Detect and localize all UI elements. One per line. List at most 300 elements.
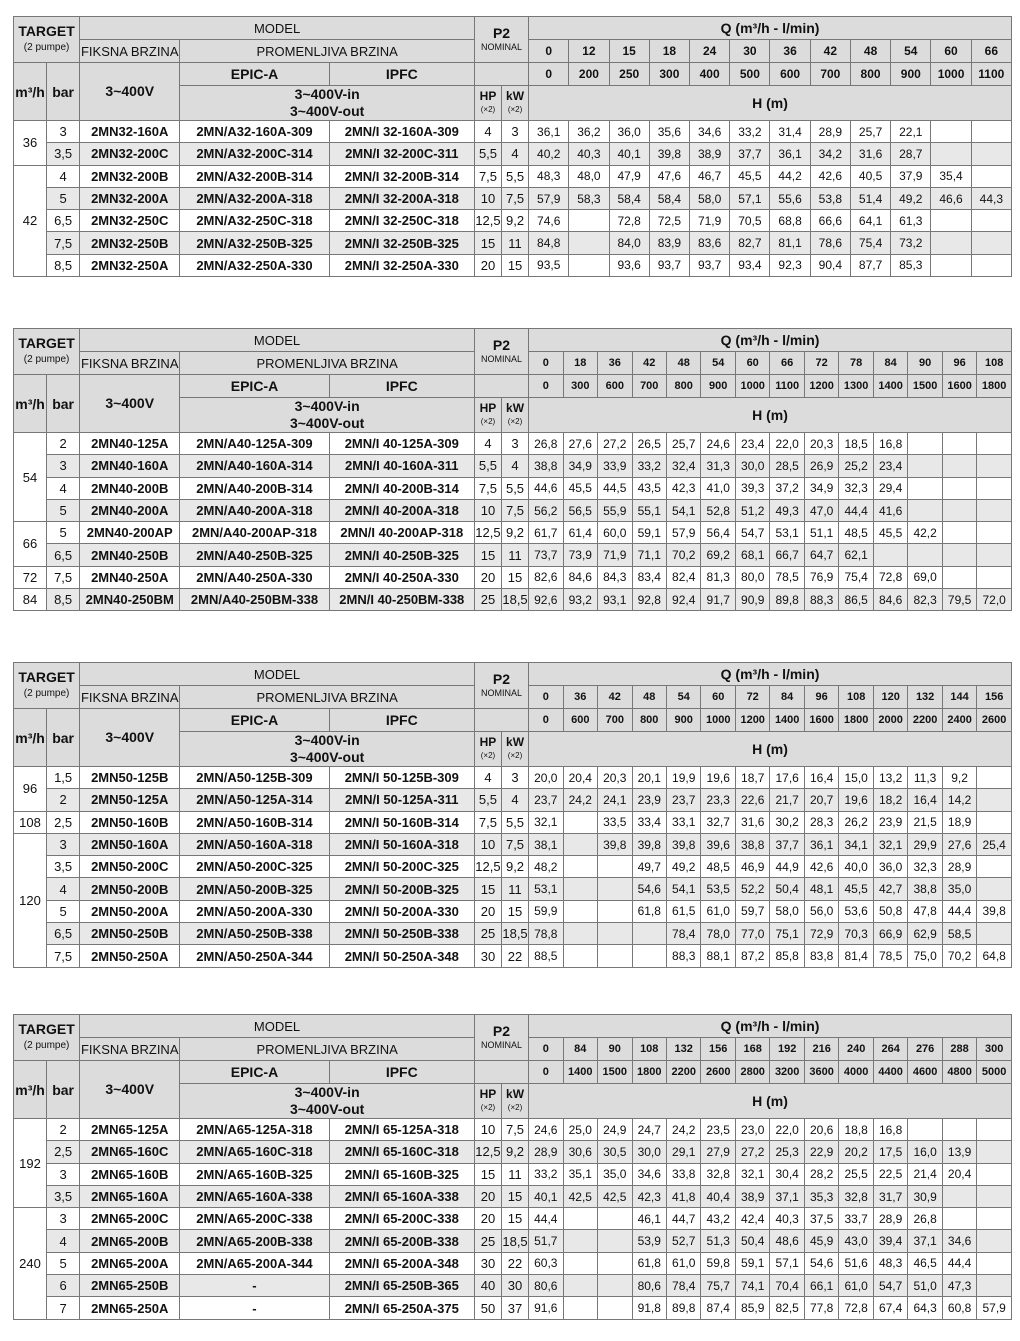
flow-m3h-cell: 156	[701, 1038, 735, 1061]
head-value-cell: 28,5	[770, 455, 804, 477]
head-value-cell: 93,5	[529, 254, 569, 276]
bar-header: bar	[47, 1061, 80, 1119]
flow-lmin-cell: 1100	[971, 63, 1011, 86]
head-value-cell: 23,7	[529, 789, 563, 811]
head-value-cell: 80,6	[529, 1275, 563, 1297]
head-value-cell: 93,7	[649, 254, 689, 276]
bar-header: bar	[47, 375, 80, 433]
flow-m3h-cell: 78	[839, 352, 873, 375]
flow-unit-header: m³/h	[14, 63, 47, 121]
fixed-model-cell: 2MN50-200B	[80, 878, 180, 900]
hp-cell: 30	[474, 945, 501, 967]
head-value-cell: 45,5	[839, 878, 873, 900]
voltage-out-label: 3~400V-out	[289, 415, 365, 431]
head-value-cell: 24,1	[598, 789, 632, 811]
head-value-cell	[942, 566, 976, 588]
head-value-cell	[931, 121, 971, 143]
head-value-cell: 52,8	[701, 499, 735, 521]
head-value-cell: 43,2	[701, 1208, 735, 1230]
hp-cell: 4	[474, 767, 501, 789]
ipfc-model-cell: 2MN/I 32-250B-325	[329, 232, 474, 254]
head-value-cell	[942, 433, 976, 455]
head-value-cell: 44,2	[770, 165, 810, 187]
head-value-cell: 20,3	[598, 767, 632, 789]
bar-cell: 6,5	[47, 544, 80, 566]
head-value-cell	[942, 1208, 976, 1230]
table-row	[14, 1163, 1012, 1185]
flow-m3h-cell: 18	[563, 352, 597, 375]
head-value-cell: 61,8	[632, 900, 666, 922]
head-value-cell: 64,8	[977, 945, 1012, 967]
epic-model-cell: 2MN/A32-200C-314	[180, 143, 329, 165]
flow-m3h-cell: 216	[804, 1038, 838, 1061]
head-header: H (m)	[529, 1084, 1012, 1119]
epic-header: EPIC-A	[180, 375, 329, 398]
fixed-model-cell: 2MN40-200AP	[80, 522, 180, 544]
head-value-cell: 55,6	[770, 187, 810, 209]
flow-header: Q (m³/h - l/min)	[529, 17, 1012, 40]
head-value-cell	[598, 1275, 632, 1297]
bar-cell: 3,5	[47, 1185, 80, 1207]
head-value-cell: 36,0	[609, 121, 649, 143]
bar-cell: 2	[47, 1119, 80, 1141]
hp-cell: 10	[474, 499, 501, 521]
head-value-cell: 26,9	[804, 455, 838, 477]
head-value-cell: 40,0	[839, 856, 873, 878]
head-value-cell: 83,4	[632, 566, 666, 588]
kw-cell: 11	[501, 544, 528, 566]
target-header	[14, 329, 80, 375]
hp-cell: 5,5	[474, 143, 501, 165]
head-value-cell: 61,5	[666, 900, 700, 922]
flow-lmin-cell: 0	[529, 63, 569, 86]
flow-lmin-cell: 1800	[632, 1061, 666, 1084]
flow-lmin-cell: 4000	[839, 1061, 873, 1084]
head-value-cell: 59,9	[529, 900, 563, 922]
kw-cell: 15	[501, 1208, 528, 1230]
hp-cell: 4	[474, 121, 501, 143]
hp-label: HP	[479, 1087, 497, 1101]
epic-model-cell: 2MN/A32-250A-330	[180, 254, 329, 276]
head-value-cell	[977, 499, 1012, 521]
kw-header	[501, 398, 528, 433]
hp-cell: 12,5	[474, 1141, 501, 1163]
flow-lmin-cell: 2200	[908, 709, 942, 732]
epic-model-cell: 2MN/A65-200A-344	[180, 1252, 329, 1274]
voltage-inout-header	[180, 732, 475, 767]
flow-m3h-cell: 192	[770, 1038, 804, 1061]
kw-cell: 3	[502, 121, 529, 143]
head-value-cell: 16,4	[804, 767, 838, 789]
head-value-cell: 68,8	[770, 210, 810, 232]
head-value-cell: 35,0	[942, 878, 976, 900]
target-flow-cell: 192	[14, 1119, 47, 1208]
table-row	[14, 499, 1012, 521]
flow-lmin-cell: 600	[563, 709, 597, 732]
head-value-cell: 17,6	[770, 767, 804, 789]
head-value-cell	[942, 477, 976, 499]
table-row	[14, 1252, 1012, 1274]
fixed-model-cell: 2MN40-250A	[80, 566, 180, 588]
epic-model-cell: 2MN/A65-160C-318	[180, 1141, 329, 1163]
hp-cell: 20	[474, 1185, 501, 1207]
bar-cell: 8,5	[47, 254, 80, 276]
fixed-model-cell: 2MN50-250B	[80, 923, 180, 945]
head-value-cell: 48,6	[770, 1230, 804, 1252]
head-value-cell: 54,6	[804, 1252, 838, 1274]
head-value-cell: 31,4	[770, 121, 810, 143]
hp-cell: 15	[474, 878, 501, 900]
head-value-cell	[977, 1163, 1012, 1185]
bar-cell: 3	[47, 833, 80, 855]
head-value-cell: 16,8	[873, 433, 907, 455]
head-header: H (m)	[529, 398, 1012, 433]
flow-m3h-cell: 72	[735, 686, 769, 709]
head-value-cell: 70,5	[730, 210, 770, 232]
head-value-cell: 23,3	[701, 789, 735, 811]
head-value-cell: 58,3	[569, 187, 609, 209]
p2-header	[474, 17, 528, 63]
bar-cell: 3	[47, 1163, 80, 1185]
head-value-cell: 23,7	[666, 789, 700, 811]
head-value-cell	[977, 544, 1012, 566]
head-value-cell	[971, 143, 1011, 165]
head-value-cell: 18,7	[735, 767, 769, 789]
head-value-cell: 85,8	[770, 945, 804, 967]
head-value-cell: 35,0	[598, 1163, 632, 1185]
kw-cell: 5,5	[501, 811, 528, 833]
flow-lmin-cell: 500	[730, 63, 770, 86]
bar-cell: 5	[47, 499, 80, 521]
kw-cell: 7,5	[501, 1119, 528, 1141]
head-value-cell: 84,0	[609, 232, 649, 254]
flow-m3h-cell: 240	[839, 1038, 873, 1061]
kw-cell: 9,2	[501, 856, 528, 878]
kw-cell: 3	[501, 433, 528, 455]
head-value-cell: 78,5	[873, 945, 907, 967]
head-value-cell: 25,0	[563, 1119, 597, 1141]
head-value-cell: 26,8	[908, 1208, 942, 1230]
head-value-cell: 34,9	[804, 477, 838, 499]
head-value-cell: 83,9	[649, 232, 689, 254]
table-row	[14, 589, 1012, 611]
head-value-cell	[563, 1297, 597, 1319]
head-value-cell: 74,6	[529, 210, 569, 232]
head-value-cell	[971, 165, 1011, 187]
head-value-cell: 39,8	[649, 143, 689, 165]
head-value-cell: 32,4	[666, 455, 700, 477]
head-value-cell: 17,5	[873, 1141, 907, 1163]
head-value-cell: 61,0	[701, 900, 735, 922]
head-value-cell: 69,0	[908, 566, 942, 588]
flow-unit-header: m³/h	[14, 375, 47, 433]
hp-cell: 30	[474, 1252, 501, 1274]
head-value-cell: 42,3	[632, 1185, 666, 1207]
head-value-cell: 81,1	[770, 232, 810, 254]
head-value-cell: 39,3	[735, 477, 769, 499]
voltage-header: 3~400V	[80, 375, 180, 433]
head-value-cell: 29,9	[908, 833, 942, 855]
bar-cell: 2,5	[47, 1141, 80, 1163]
head-value-cell: 54,7	[735, 522, 769, 544]
head-value-cell: 46,1	[632, 1208, 666, 1230]
head-value-cell	[598, 878, 632, 900]
head-value-cell: 39,8	[977, 900, 1012, 922]
kw-cell: 30	[501, 1275, 528, 1297]
table-row	[14, 566, 1012, 588]
flow-lmin-cell: 4400	[873, 1061, 907, 1084]
hp-cell: 4	[474, 433, 501, 455]
epic-model-cell: 2MN/A50-200A-330	[180, 900, 329, 922]
head-value-cell: 58,4	[649, 187, 689, 209]
voltage-in-label: 3~400V-in	[294, 398, 360, 414]
ipfc-model-cell: 2MN/I 50-125B-309	[329, 767, 474, 789]
bar-cell: 7,5	[47, 566, 80, 588]
head-value-cell: 38,8	[735, 833, 769, 855]
head-value-cell: 55,1	[632, 499, 666, 521]
p2-label: P2	[492, 1022, 511, 1039]
table-row	[14, 232, 1012, 254]
hp-cell: 20	[474, 900, 501, 922]
epic-model-cell: 2MN/A40-125A-309	[180, 433, 329, 455]
epic-model-cell: 2MN/A40-200B-314	[180, 477, 329, 499]
hp-cell: 12,5	[474, 522, 501, 544]
head-value-cell	[971, 254, 1011, 276]
head-value-cell: 38,1	[529, 833, 563, 855]
head-value-cell: 33,2	[529, 1163, 563, 1185]
head-value-cell: 56,5	[563, 499, 597, 521]
kw-cell: 15	[501, 566, 528, 588]
epic-model-cell: 2MN/A65-200C-338	[180, 1208, 329, 1230]
head-value-cell: 42,7	[873, 878, 907, 900]
head-header: H (m)	[529, 86, 1012, 121]
flow-lmin-cell: 1600	[804, 709, 838, 732]
flow-lmin-cell: 600	[598, 375, 632, 398]
head-value-cell: 40,3	[770, 1208, 804, 1230]
head-value-cell: 51,4	[850, 187, 890, 209]
performance-table	[13, 662, 1012, 968]
head-value-cell: 34,6	[942, 1230, 976, 1252]
head-value-cell: 58,4	[609, 187, 649, 209]
head-value-cell: 45,9	[804, 1230, 838, 1252]
head-value-cell: 82,4	[666, 566, 700, 588]
head-value-cell: 83,6	[690, 232, 730, 254]
kw-cell: 9,2	[501, 522, 528, 544]
head-value-cell	[977, 856, 1012, 878]
head-value-cell: 66,7	[770, 544, 804, 566]
flow-lmin-cell: 1500	[598, 1061, 632, 1084]
flow-m3h-cell: 276	[908, 1038, 942, 1061]
hp-cell: 15	[474, 232, 501, 254]
bar-cell: 5	[47, 187, 80, 209]
fixed-model-cell: 2MN65-200B	[80, 1230, 180, 1252]
target-sublabel: (2 pumpe)	[23, 42, 70, 53]
ipfc-model-cell: 2MN/I 50-160B-314	[329, 811, 474, 833]
head-value-cell: 30,6	[563, 1141, 597, 1163]
head-value-cell: 38,8	[529, 455, 563, 477]
head-value-cell: 24,9	[598, 1119, 632, 1141]
head-value-cell: 31,3	[701, 455, 735, 477]
head-value-cell	[563, 856, 597, 878]
voltage-out-label: 3~400V-out	[289, 103, 365, 119]
flow-m3h-cell: 132	[666, 1038, 700, 1061]
kw-cell: 4	[501, 455, 528, 477]
fixed-model-cell: 2MN65-200A	[80, 1252, 180, 1274]
head-value-cell: 30,9	[908, 1185, 942, 1207]
head-value-cell: 53,1	[529, 878, 563, 900]
hp-header	[474, 398, 501, 433]
epic-model-cell: 2MN/A65-160A-338	[180, 1185, 329, 1207]
head-value-cell: 60,0	[598, 522, 632, 544]
head-value-cell: 47,8	[908, 900, 942, 922]
flow-m3h-cell: 66	[770, 352, 804, 375]
flow-unit-header: m³/h	[14, 1061, 47, 1119]
head-value-cell: 39,8	[598, 833, 632, 855]
variable-speed-header: PROMENLJIVA BRZINA	[180, 1038, 475, 1061]
head-value-cell: 23,9	[632, 789, 666, 811]
table-row	[14, 900, 1012, 922]
kw-cell: 22	[501, 945, 528, 967]
bar-cell: 4	[47, 1230, 80, 1252]
head-value-cell: 73,7	[529, 544, 563, 566]
head-value-cell	[977, 1208, 1012, 1230]
head-value-cell: 23,4	[735, 433, 769, 455]
p2-sublabel: NOMINAL	[480, 353, 522, 364]
ipfc-model-cell: 2MN/I 40-200AP-318	[329, 522, 474, 544]
table-row	[14, 455, 1012, 477]
flow-m3h-cell: 0	[529, 352, 563, 375]
flow-m3h-cell: 60	[931, 40, 971, 63]
ipfc-model-cell: 2MN/I 65-250B-365	[329, 1275, 474, 1297]
variable-speed-header: PROMENLJIVA BRZINA	[180, 686, 475, 709]
ipfc-model-cell: 2MN/I 40-125A-309	[329, 433, 474, 455]
head-value-cell: 61,8	[632, 1252, 666, 1274]
head-value-cell: 90,9	[735, 589, 769, 611]
kw-label: kW	[506, 401, 525, 415]
fixed-model-cell: 2MN50-200A	[80, 900, 180, 922]
head-value-cell: 92,8	[632, 589, 666, 611]
hp-cell: 50	[474, 1297, 501, 1319]
table-row	[14, 254, 1012, 276]
p2-sublabel: NOMINAL	[481, 41, 523, 52]
head-value-cell: 23,4	[873, 455, 907, 477]
head-value-cell: 22,6	[735, 789, 769, 811]
variable-speed-header: PROMENLJIVA BRZINA	[180, 352, 475, 375]
fixed-model-cell: 2MN40-125A	[80, 433, 180, 455]
hp-cell: 5,5	[474, 455, 501, 477]
flow-header: Q (m³/h - l/min)	[529, 663, 1012, 686]
head-value-cell: 57,9	[666, 522, 700, 544]
flow-m3h-cell: 96	[942, 352, 976, 375]
bar-cell: 1,5	[47, 767, 80, 789]
bar-header: bar	[47, 63, 80, 121]
bar-cell: 7,5	[47, 945, 80, 967]
head-value-cell: 32,1	[873, 833, 907, 855]
kw-cell: 37	[501, 1297, 528, 1319]
bar-cell: 2	[47, 789, 80, 811]
head-value-cell	[598, 1230, 632, 1252]
head-value-cell: 48,5	[839, 522, 873, 544]
head-value-cell: 82,3	[908, 589, 942, 611]
epic-model-cell: -	[180, 1297, 329, 1319]
ipfc-model-cell: 2MN/I 32-200C-311	[329, 143, 474, 165]
head-value-cell: 21,7	[770, 789, 804, 811]
head-value-cell: 33,4	[632, 811, 666, 833]
fixed-speed-header: FIKSNA BRZINA	[80, 686, 180, 709]
head-value-cell: 47,9	[609, 165, 649, 187]
head-value-cell	[908, 544, 942, 566]
head-value-cell: 27,9	[701, 1141, 735, 1163]
head-value-cell: 82,6	[529, 566, 563, 588]
head-value-cell: 44,4	[529, 1208, 563, 1230]
head-value-cell: 81,3	[701, 566, 735, 588]
bar-cell: 5	[47, 522, 80, 544]
head-value-cell: 54,7	[873, 1275, 907, 1297]
kw-cell: 15	[502, 254, 529, 276]
p2-blank	[474, 1061, 528, 1084]
bar-cell: 5	[47, 900, 80, 922]
epic-model-cell: 2MN/A32-160A-309	[180, 121, 329, 143]
head-value-cell: 61,4	[563, 522, 597, 544]
head-value-cell: 32,1	[529, 811, 563, 833]
target-header	[14, 17, 80, 63]
bar-cell: 7,5	[47, 232, 80, 254]
head-value-cell: 75,0	[908, 945, 942, 967]
head-value-cell: 92,4	[666, 589, 700, 611]
head-value-cell: 86,5	[839, 589, 873, 611]
voltage-in-label: 3~400V-in	[294, 86, 360, 102]
head-value-cell: 26,5	[632, 433, 666, 455]
flow-m3h-cell: 96	[804, 686, 838, 709]
head-value-cell: 88,3	[666, 945, 700, 967]
head-value-cell: 82,5	[770, 1297, 804, 1319]
ipfc-model-cell: 2MN/I 40-250A-330	[329, 566, 474, 588]
head-value-cell: 48,5	[701, 856, 735, 878]
head-value-cell: 54,6	[632, 878, 666, 900]
head-value-cell: 57,1	[770, 1252, 804, 1274]
flow-lmin-cell: 1100	[770, 375, 804, 398]
head-value-cell: 59,1	[735, 1252, 769, 1274]
head-value-cell: 25,2	[839, 455, 873, 477]
fixed-model-cell: 2MN65-125A	[80, 1119, 180, 1141]
head-value-cell: 92,3	[770, 254, 810, 276]
target-sublabel: (2 pumpe)	[23, 1040, 70, 1051]
head-value-cell	[632, 923, 666, 945]
hp-cell: 25	[474, 1230, 501, 1252]
head-value-cell: 16,0	[908, 1141, 942, 1163]
flow-m3h-cell: 132	[908, 686, 942, 709]
epic-model-cell: 2MN/A65-125A-318	[180, 1119, 329, 1141]
head-value-cell	[908, 433, 942, 455]
flow-m3h-cell: 120	[873, 686, 907, 709]
flow-m3h-cell: 66	[971, 40, 1011, 63]
kw-cell: 11	[501, 1163, 528, 1185]
head-value-cell: 16,8	[873, 1119, 907, 1141]
bar-cell: 7	[47, 1297, 80, 1319]
head-value-cell: 44,3	[971, 187, 1011, 209]
epic-model-cell: 2MN/A50-200C-325	[180, 856, 329, 878]
epic-model-cell: 2MN/A50-125B-309	[180, 767, 329, 789]
head-value-cell: 53,6	[839, 900, 873, 922]
head-value-cell: 35,4	[931, 165, 971, 187]
ipfc-model-cell: 2MN/I 65-200A-348	[329, 1252, 474, 1274]
epic-model-cell: 2MN/A32-250C-318	[180, 210, 329, 232]
head-value-cell: 20,4	[942, 1163, 976, 1185]
head-value-cell	[942, 455, 976, 477]
flow-lmin-cell: 1300	[839, 375, 873, 398]
head-value-cell: 59,8	[701, 1252, 735, 1274]
head-value-cell: 62,1	[839, 544, 873, 566]
